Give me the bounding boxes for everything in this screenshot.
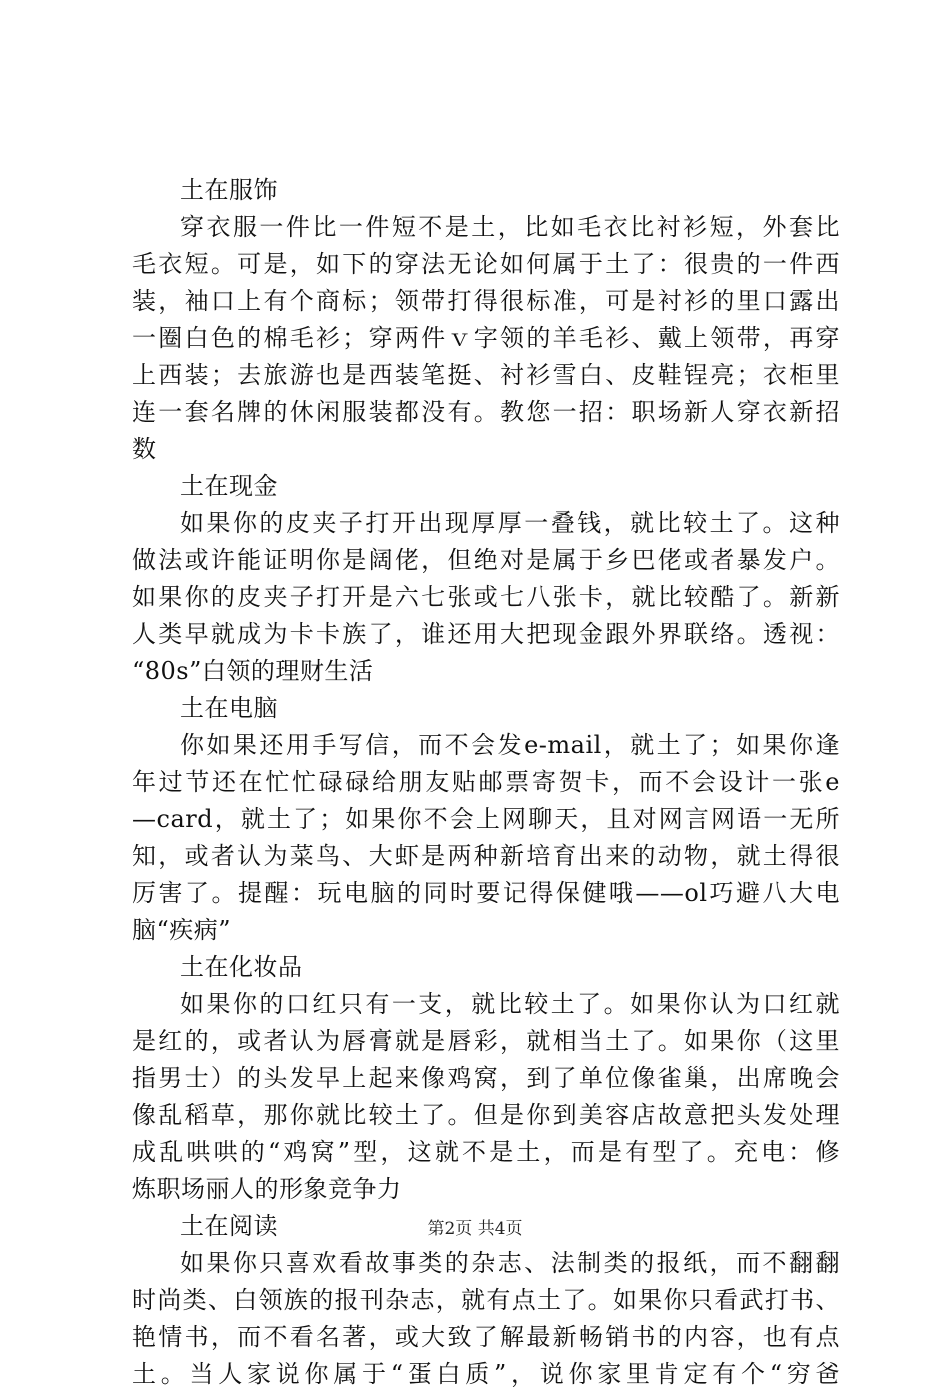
paragraph-line: 如果你的皮夹子打开是六七张或七八张卡，就比较酷了。新新 <box>132 583 840 611</box>
paragraph-line: 做法或许能证明你是阔佬，但绝对是属于乡巴佬或者暴发户。 <box>132 546 840 574</box>
paragraph-line: 像乱稻草，那你就比较土了。但是你到美容店故意把头发处理 <box>132 1101 840 1129</box>
paragraph-line: 毛衣短。可是，如下的穿法无论如何属于土了：很贵的一件西 <box>132 250 840 278</box>
section-heading: 土在阅读 <box>180 1212 278 1240</box>
paragraph-line: 土。当人家说你属于“蛋白质”，说你家里肯定有个“穷爸 <box>132 1360 840 1388</box>
paragraph-line: 时尚类、白领族的报刊杂志，就有点土了。如果你只看武打书、 <box>132 1286 840 1314</box>
paragraph-line: 厉害了。提醒：玩电脑的同时要记得保健哦——ol巧避八大电 <box>132 879 840 907</box>
paragraph-line: 你如果还用手写信，而不会发e-mail，就土了；如果你逢 <box>180 731 840 759</box>
page-footer: 第2页 共4页 <box>427 1219 523 1239</box>
paragraph-line: 炼职场丽人的形象竞争力 <box>132 1175 402 1203</box>
section-computer <box>132 690 840 949</box>
paragraph-line: 上西装；去旅游也是西装笔挺、衬衫雪白、皮鞋锃亮；衣柜里 <box>132 361 840 389</box>
paragraph-line: 连一套名牌的休闲服装都没有。教您一招：职场新人穿衣新招 <box>132 398 840 426</box>
paragraph-line: 艳情书，而不看名著，或大致了解最新畅销书的内容，也有点 <box>132 1323 840 1351</box>
section-heading: 土在化妆品 <box>180 953 303 981</box>
paragraph-line: —card，就土了；如果你不会上网聊天，且对网言网语一无所 <box>132 805 840 833</box>
section-cosmetics <box>132 949 840 1208</box>
section-heading: 土在现金 <box>180 472 278 500</box>
paragraph-line: 年过节还在忙忙碌碌给朋友贴邮票寄贺卡，而不会设计一张e <box>132 768 840 796</box>
paragraph-line: 数 <box>132 435 157 463</box>
paragraph-line: 脑“疾病” <box>132 916 232 944</box>
paragraph-line: 如果你的皮夹子打开出现厚厚一叠钱，就比较土了。这种 <box>180 509 840 537</box>
paragraph-line: 如果你只喜欢看故事类的杂志、法制类的报纸，而不翻翻 <box>180 1249 840 1277</box>
paragraph-line: 一圈白色的棉毛衫；穿两件ｖ字领的羊毛衫、戴上领带，再穿 <box>132 324 840 352</box>
paragraph-line: 成乱哄哄的“鸡窝”型，这就不是土，而是有型了。充电：修 <box>132 1138 840 1166</box>
document-body <box>132 172 840 1393</box>
section-heading: 土在服饰 <box>180 176 278 204</box>
section-clothing <box>132 172 840 468</box>
paragraph-line: 是红的，或者认为唇膏就是唇彩，就相当土了。如果你（这里 <box>132 1027 840 1055</box>
paragraph-line: 指男士）的头发早上起来像鸡窝，到了单位像雀巢，出席晚会 <box>132 1064 840 1092</box>
paragraph-line: 知，或者认为菜鸟、大虾是两种新培育出来的动物，就土得很 <box>132 842 840 870</box>
paragraph-line: 装，袖口上有个商标；领带打得很标准，可是衬衫的里口露出 <box>132 287 840 315</box>
paragraph-line: “80s”白领的理财生活 <box>132 657 374 685</box>
section-heading: 土在电脑 <box>180 694 278 722</box>
section-cash <box>132 468 840 690</box>
paragraph-line: 穿衣服一件比一件短不是土，比如毛衣比衬衫短，外套比 <box>180 213 840 241</box>
paragraph-line: 如果你的口红只有一支，就比较土了。如果你认为口红就 <box>180 990 840 1018</box>
paragraph-line: 人类早就成为卡卡族了，谁还用大把现金跟外界联络。透视： <box>132 620 840 648</box>
